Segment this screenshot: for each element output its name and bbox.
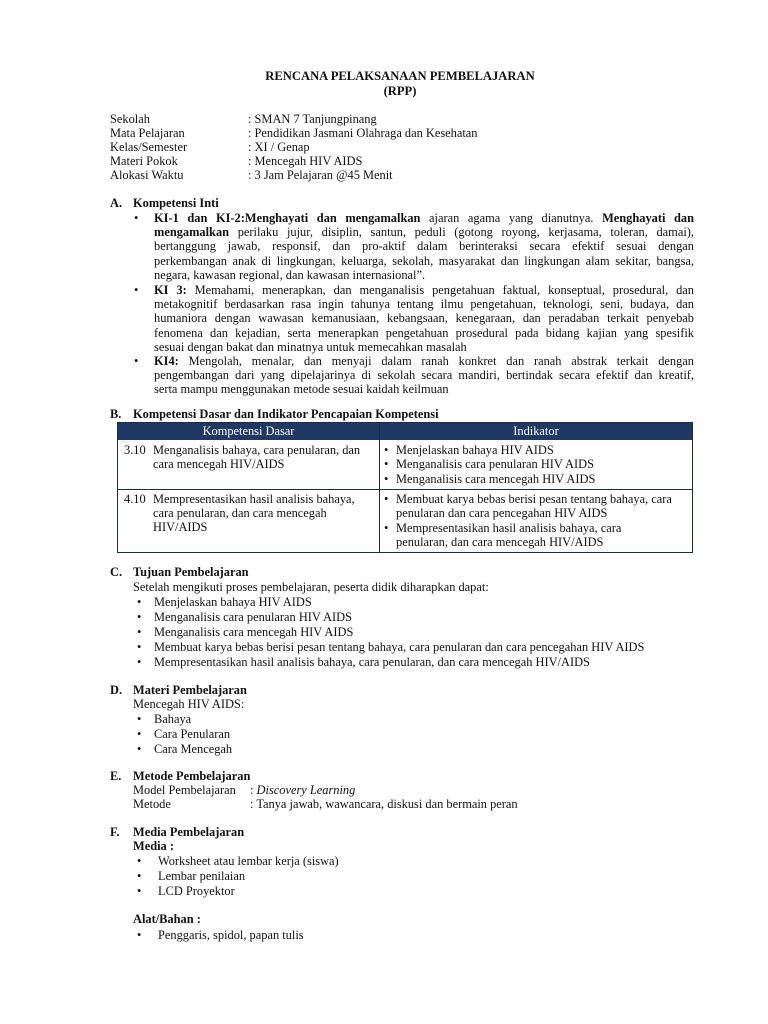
section-heading-a xyxy=(110,196,219,210)
meta-label: Materi Pokok xyxy=(110,154,178,168)
section-heading-d xyxy=(110,683,247,697)
indicator-text: Mempresentasikan hasil analisis bahaya, cara xyxy=(396,521,622,535)
list-item-text: LCD Proyektor xyxy=(158,884,235,898)
kd-code: 4.10 xyxy=(124,492,146,506)
meta-value: : Mencegah HIV AIDS xyxy=(248,154,363,168)
list-item-text: Menjelaskan bahaya HIV AIDS xyxy=(154,595,312,609)
ki-text: Memahami, menerapkan, dan menganalisis pengetahuan faktual, konseptual, prosedural, dan xyxy=(186,283,694,297)
meta-label: Kelas/Semester xyxy=(110,140,188,154)
section-letter: A. xyxy=(110,196,123,210)
bullet-icon: • xyxy=(384,457,389,471)
kd-text: Menganalisis bahaya, cara penularan, dan xyxy=(153,443,361,457)
list-item-text: Bahaya xyxy=(154,712,192,726)
table-header xyxy=(118,423,692,440)
ki-3-text xyxy=(154,283,694,354)
table-header-cell: Indikator xyxy=(513,424,559,438)
ki-emphasis: mengamalkan xyxy=(154,225,230,240)
ki-text: pengembangan dari yang dipelajarinya di sekolah secara mandiri, bertindak secara efektif dan kreatif, xyxy=(154,368,694,383)
list-item-text: Worksheet atau lembar kerja (siswa) xyxy=(158,854,339,868)
table-divider xyxy=(379,423,380,552)
indicator-text: penularan dan cara pencegahan HIV AIDS xyxy=(396,506,608,520)
list-item-text: Cara Mencegah xyxy=(154,742,233,756)
indicator-text: Menganalisis cara penularan HIV AIDS xyxy=(396,457,594,471)
meta-value: : Pendidikan Jasmani Olahraga dan Kesehatan xyxy=(248,126,478,140)
bullet-icon: • xyxy=(137,727,142,741)
bullet-icon: • xyxy=(137,610,142,624)
meta-label: Alokasi Waktu xyxy=(110,168,184,182)
ki-text: bertanggung jawab, responsif, dan pro-aktif dalam berinteraksi secara efektif sesuai dengan xyxy=(154,239,694,254)
bullet-icon: • xyxy=(137,595,142,609)
ki-4-text xyxy=(154,354,694,397)
section-title: Tujuan Pembelajaran xyxy=(133,565,249,579)
section-title: Materi Pembelajaran xyxy=(133,683,247,697)
bullet-icon: • xyxy=(134,354,139,368)
section-heading-c xyxy=(110,565,249,579)
list-item-text: Membuat karya bebas berisi pesan tentang bahaya, cara penularan dan cara pencegahan HIV AIDS xyxy=(154,640,645,654)
section-letter: F. xyxy=(110,825,120,839)
bullet-icon: • xyxy=(137,742,142,756)
bullet-icon: • xyxy=(134,283,139,297)
table-divider xyxy=(118,489,692,490)
meta-value: : XI / Genap xyxy=(248,140,310,154)
meta-label: Sekolah xyxy=(110,112,150,126)
list-item-text: Mempresentasikan hasil analisis bahaya, cara penularan, dan cara mencegah HIV/AIDS xyxy=(154,655,590,669)
section-letter: B. xyxy=(110,407,122,421)
method-separator: : xyxy=(250,783,257,797)
indicator-text: penularan, dan cara mencegah HIV/AIDS xyxy=(396,535,604,549)
ki-text: negara, kawasan regional, dan kawasan internasional”. xyxy=(154,267,426,282)
ki-text: Mengolah, menalar, dan menyaji dalam ranah konkret dan ranah abstrak terkait dengan xyxy=(178,354,694,368)
kd-text: cara mencegah HIV/AIDS xyxy=(153,457,285,471)
media-label: Media : xyxy=(133,839,174,853)
tools-label: Alat/Bahan : xyxy=(133,912,201,926)
section-heading-e xyxy=(110,769,250,783)
bullet-icon: • xyxy=(384,492,389,506)
meta-value: : SMAN 7 Tanjungpinang xyxy=(248,112,377,126)
bullet-icon: • xyxy=(384,443,389,457)
bullet-icon: • xyxy=(137,712,142,726)
method-value-text: Discovery Learning xyxy=(256,783,356,797)
method-value xyxy=(250,783,355,797)
section-intro: Setelah mengikuti proses pembelajaran, peserta didik diharapkan dapat: xyxy=(133,580,489,594)
bullet-icon: • xyxy=(384,521,389,535)
bullet-icon: • xyxy=(137,640,142,654)
section-letter: C. xyxy=(110,565,123,579)
bullet-icon: • xyxy=(137,854,142,868)
list-item-text: Penggaris, spidol, papan tulis xyxy=(158,928,304,942)
section-intro: Mencegah HIV AIDS: xyxy=(133,697,245,711)
ki-1-2-item xyxy=(134,211,694,283)
meta-label: Mata Pelajaran xyxy=(110,126,185,140)
kd-text: HIV/AIDS xyxy=(153,520,208,534)
method-separator: : xyxy=(250,797,257,811)
table-header-cell: Kompetensi Dasar xyxy=(202,424,295,438)
ki-text: metakognitif berdasarkan rasa ingin tahunya tentang ilmu pengetahuan, teknologi, seni, budaya, dan xyxy=(154,297,694,312)
list-item-text: Lembar penilaian xyxy=(158,869,246,883)
section-heading-b xyxy=(110,407,439,421)
indicator-text: Menganalisis cara mencegah HIV AIDS xyxy=(396,472,596,486)
indicator-text: Menjelaskan bahaya HIV AIDS xyxy=(396,443,554,457)
ki-text: sesuai dengan bakat dan minatnya untuk memecahkan masalah xyxy=(154,339,467,354)
indicator-text: Membuat karya bebas berisi pesan tentang bahaya, cara xyxy=(396,492,672,506)
document-subtitle: (RPP) xyxy=(383,84,417,98)
ki-4-item xyxy=(134,354,694,398)
document-title: RENCANA PELAKSANAAN PEMBELAJARAN xyxy=(265,69,535,83)
meta-value: : 3 Jam Pelajaran @45 Menit xyxy=(248,168,393,182)
bullet-icon: • xyxy=(137,884,142,898)
ki-label: KI 3: xyxy=(154,283,187,297)
ki-text: fenomena dan kejadian, serta menerapkan pengetahuan prosedural pada bidang kajian yang spesifik xyxy=(154,325,694,340)
bullet-icon: • xyxy=(134,211,139,225)
ki-label: KI-1 dan KI-2:Menghayati dan mengamalkan xyxy=(154,211,421,225)
competency-table xyxy=(117,422,693,553)
bullet-icon: • xyxy=(384,472,389,486)
ki-text: humaniora dengan wawasan kemanusiaan, kebangsaan, kenegaraan, dan peradaban terkait penyebab xyxy=(154,311,694,326)
section-heading-f xyxy=(110,825,244,839)
ki-emphasis: Menghayati dan xyxy=(602,211,694,225)
ki-text: ajaran agama yang dianutnya. xyxy=(420,211,603,225)
ki-text: serta mampu menggunakan metode sesuai kaidah keilmuan xyxy=(154,382,449,397)
method-label: Metode xyxy=(133,797,171,811)
bullet-icon: • xyxy=(137,928,142,942)
method-label: Model Pembelajaran xyxy=(133,783,236,797)
kd-text: Mempresentasikan hasil analisis bahaya, xyxy=(153,492,355,506)
method-value xyxy=(250,797,518,811)
list-item-text: Cara Penularan xyxy=(154,727,231,741)
ki-label: KI4: xyxy=(154,354,179,368)
section-title: Kompetensi Inti xyxy=(133,196,219,210)
bullet-icon: • xyxy=(137,625,142,639)
section-title: Metode Pembelajaran xyxy=(133,769,251,783)
ki-text: perkembangan anak di lingkungan, keluarga, sekolah, masyarakat dan lingkungan alam sekitar, bangsa, xyxy=(154,253,694,268)
ki-text: perilaku jujur, disiplin, santun, peduli (gotong royong, kerjasama, toleran, damai), xyxy=(229,225,694,240)
bullet-icon: • xyxy=(137,869,142,883)
section-title: Media Pembelajaran xyxy=(133,825,245,839)
method-value-text: Tanya jawab, wawancara, diskusi dan bermain peran xyxy=(256,797,518,811)
section-title: Kompetensi Dasar dan Indikator Pencapaian Kompetensi xyxy=(133,407,439,421)
ki-1-2-text xyxy=(154,211,694,282)
list-item-text: Menganalisis cara penularan HIV AIDS xyxy=(154,610,352,624)
ki-3-item xyxy=(134,283,694,355)
list-item-text: Menganalisis cara mencegah HIV AIDS xyxy=(154,625,354,639)
bullet-icon: • xyxy=(137,655,142,669)
kd-text: cara penularan, dan cara mencegah xyxy=(153,506,327,520)
section-letter: D. xyxy=(110,683,123,697)
section-letter: E. xyxy=(110,769,122,783)
kd-code: 3.10 xyxy=(124,443,146,457)
